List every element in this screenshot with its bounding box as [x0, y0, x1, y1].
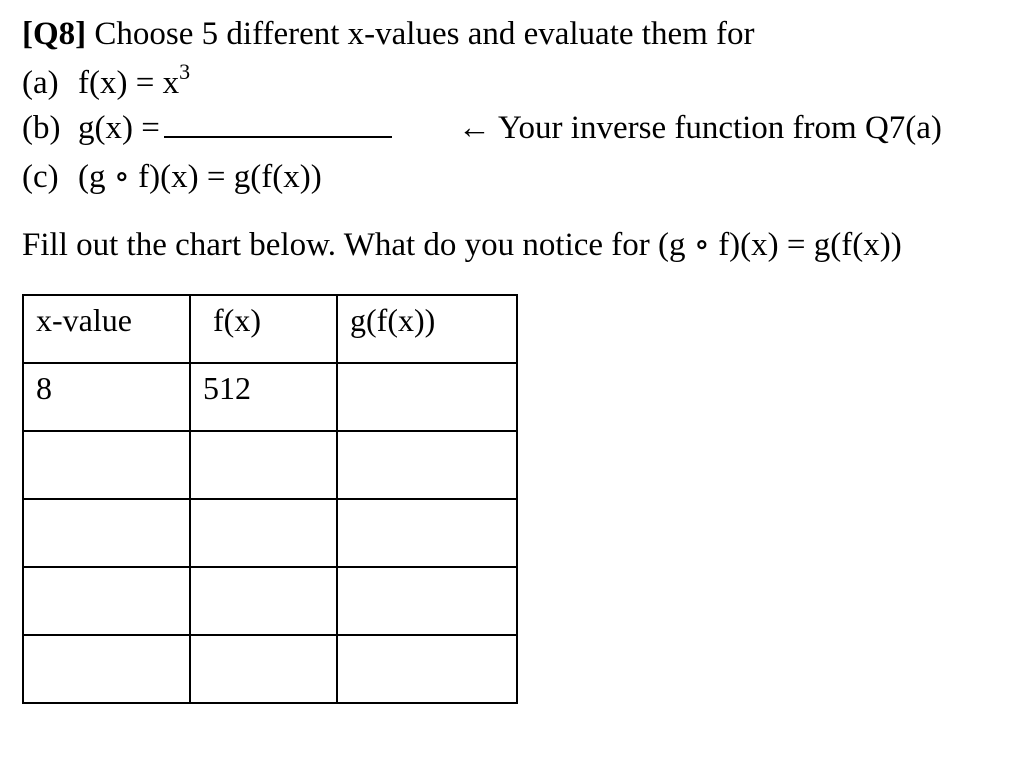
table-row [23, 363, 517, 431]
instruction-text: Fill out the chart below. What do you notice for (g ∘ f)(x) = g(f(x)) [22, 227, 902, 263]
cell-x-value[interactable]: 8 [23, 363, 190, 431]
part-a-exponent: 3 [179, 59, 191, 84]
cell-f-of-x[interactable] [190, 431, 337, 499]
question-prompt: Choose 5 different x-values and evaluate them for [94, 16, 755, 52]
cell-x-value[interactable] [23, 499, 190, 567]
part-b-label: (b) [22, 110, 61, 146]
evaluation-table [22, 294, 518, 704]
question-number: [Q8] [22, 16, 87, 52]
cell-g-of-f-of-x[interactable] [337, 567, 517, 635]
cell-x-value[interactable] [23, 635, 190, 703]
question-line [22, 14, 755, 54]
part-b-note: ← Your inverse function from Q7(a) [458, 110, 942, 146]
cell-f-of-x[interactable] [190, 635, 337, 703]
cell-f-of-x[interactable] [190, 567, 337, 635]
part-b-line [22, 108, 942, 148]
cell-g-of-f-of-x[interactable] [337, 499, 517, 567]
header-g-of-f-of-x: g(f(x)) [337, 295, 517, 363]
header-x-value: x-value [23, 295, 190, 363]
cell-x-value[interactable] [23, 431, 190, 499]
header-f-of-x: f(x) [190, 295, 337, 363]
part-c-label: (c) [22, 159, 59, 195]
part-a-label: (a) [22, 65, 59, 101]
table-row [23, 635, 517, 703]
table-row [23, 499, 517, 567]
cell-x-value[interactable] [23, 567, 190, 635]
part-a-line [22, 59, 191, 103]
part-c-expression: (g ∘ f)(x) = g(f(x)) [78, 159, 322, 195]
part-a-expression: f(x) = x [78, 65, 180, 101]
part-c-line [22, 157, 322, 197]
cell-g-of-f-of-x[interactable] [337, 431, 517, 499]
table-row [23, 567, 517, 635]
cell-g-of-f-of-x[interactable] [337, 635, 517, 703]
cell-g-of-f-of-x[interactable] [337, 363, 517, 431]
part-b-answer-blank[interactable] [164, 110, 392, 138]
part-b-expression: g(x) = [78, 110, 160, 146]
cell-f-of-x[interactable]: 512 [190, 363, 337, 431]
table-header-row [23, 295, 517, 363]
cell-f-of-x[interactable] [190, 499, 337, 567]
table-row [23, 431, 517, 499]
